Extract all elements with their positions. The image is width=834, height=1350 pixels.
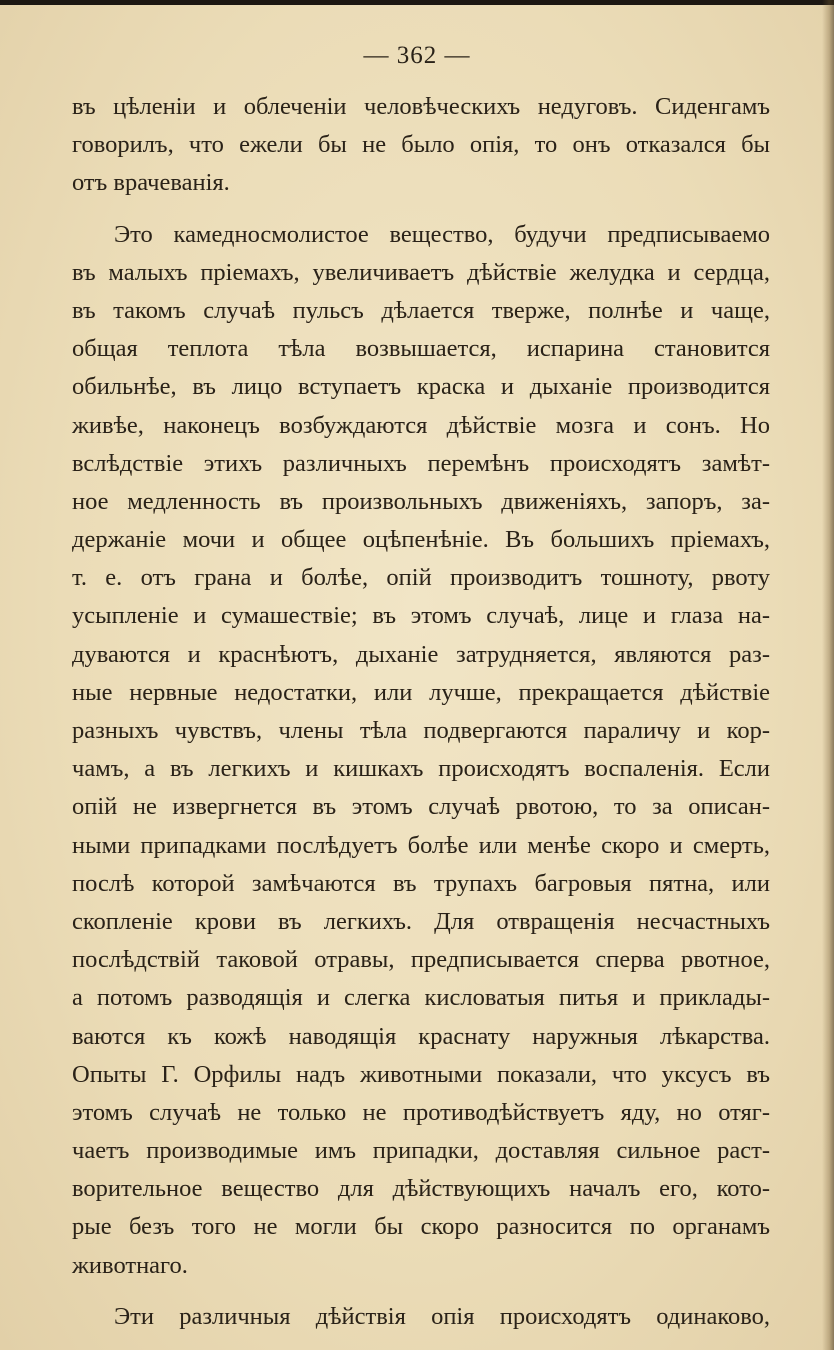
text-line: чаетъ производимые имъ припадки, доставляя сильное раст-: [72, 1137, 770, 1165]
text-line: послѣ которой замѣчаются въ трупахъ багровыя пятна, или: [72, 869, 770, 897]
text-line: вслѣдствіе этихъ различныхъ перемѣнъ происходятъ замѣт-: [72, 449, 770, 477]
text-line: Это камедносмолистое вещество, будучи предписываемо: [114, 220, 770, 248]
page-number: — 362 —: [363, 42, 471, 69]
text-line: говорилъ, что ежели бы не было опія, то онъ отказался бы: [72, 131, 770, 159]
text-line: въ цѣленіи и облеченіи человѣческихъ недуговъ. Сиденгамъ: [72, 93, 770, 120]
page-gutter-shadow: [822, 0, 834, 1350]
text-line: обильнѣе, въ лицо вступаетъ краска и дыханіе производится: [72, 373, 770, 401]
text-line: дуваются и краснѣютъ, дыханіе затрудняется, являются раз-: [72, 640, 770, 668]
text-line: живѣе, наконецъ возбуждаются дѣйствіе мозга и сонъ. Но: [72, 411, 770, 439]
text-line: чамъ, а въ легкихъ и кишкахъ происходятъ воспаленія. Если: [72, 755, 770, 783]
text-line: усыпленіе и сумашествіе; въ этомъ случаѣ, лице и глаза на-: [72, 602, 770, 630]
text-line: разныхъ чувствъ, члены тѣла подвергаются параличу и кор-: [72, 717, 770, 744]
scan-top-edge: [0, 0, 834, 5]
text-line: ными припадками послѣдуетъ болѣе или менѣе скоро и смерть,: [72, 831, 770, 859]
text-line: общая теплота тѣла возвышается, испарина становится: [72, 335, 770, 363]
text-line: ворительное вещество для дѣйствующихъ началъ его, кото-: [72, 1175, 770, 1203]
text-line: т. е. отъ грана и болѣе, опій производитъ тошноту, рвоту: [72, 564, 770, 592]
text-line: ные нервные недостатки, или лучше, прекращается дѣйствіе: [72, 678, 770, 706]
text-line: въ малыхъ пріемахъ, увеличиваетъ дѣйствіе желудка и сердца,: [72, 258, 770, 286]
text-line: Опыты Г. Орфилы надъ животными показали, что уксусъ въ: [72, 1060, 770, 1088]
text-line: отъ врачеванія.: [72, 169, 230, 197]
text-line: а потомъ разводящія и слегка кисловатыя питья и приклады-: [72, 984, 770, 1012]
text-line: рые безъ того не могли бы скоро разносится по органамъ: [72, 1213, 770, 1241]
body-text: [72, 88, 770, 1336]
text-line: въ такомъ случаѣ пульсъ дѣлается тверже, полнѣе и чаще,: [72, 296, 770, 324]
text-line: держаніе мочи и общее оцѣпенѣніе. Въ большихъ пріемахъ,: [72, 526, 770, 554]
text-line: животнаго.: [72, 1251, 188, 1279]
text-line: ваются къ кожѣ наводящія краснату наружныя лѣкарства.: [72, 1022, 770, 1050]
text-line: опій не извергнется въ этомъ случаѣ рвотою, то за описан-: [72, 793, 770, 821]
text-line: Эти различныя дѣйствія опія происходятъ одинаково,: [114, 1302, 770, 1330]
text-line: ное медленность въ произвольныхъ движеніяхъ, запоръ, за-: [72, 487, 770, 515]
text-line: скопленіе крови въ легкихъ. Для отвращенія несчастныхъ: [72, 907, 770, 935]
text-line: этомъ случаѣ не только не противодѣйствуетъ яду, но отяг-: [72, 1098, 770, 1126]
text-line: послѣдствій таковой отравы, предписывается сперва рвотное,: [72, 946, 770, 974]
